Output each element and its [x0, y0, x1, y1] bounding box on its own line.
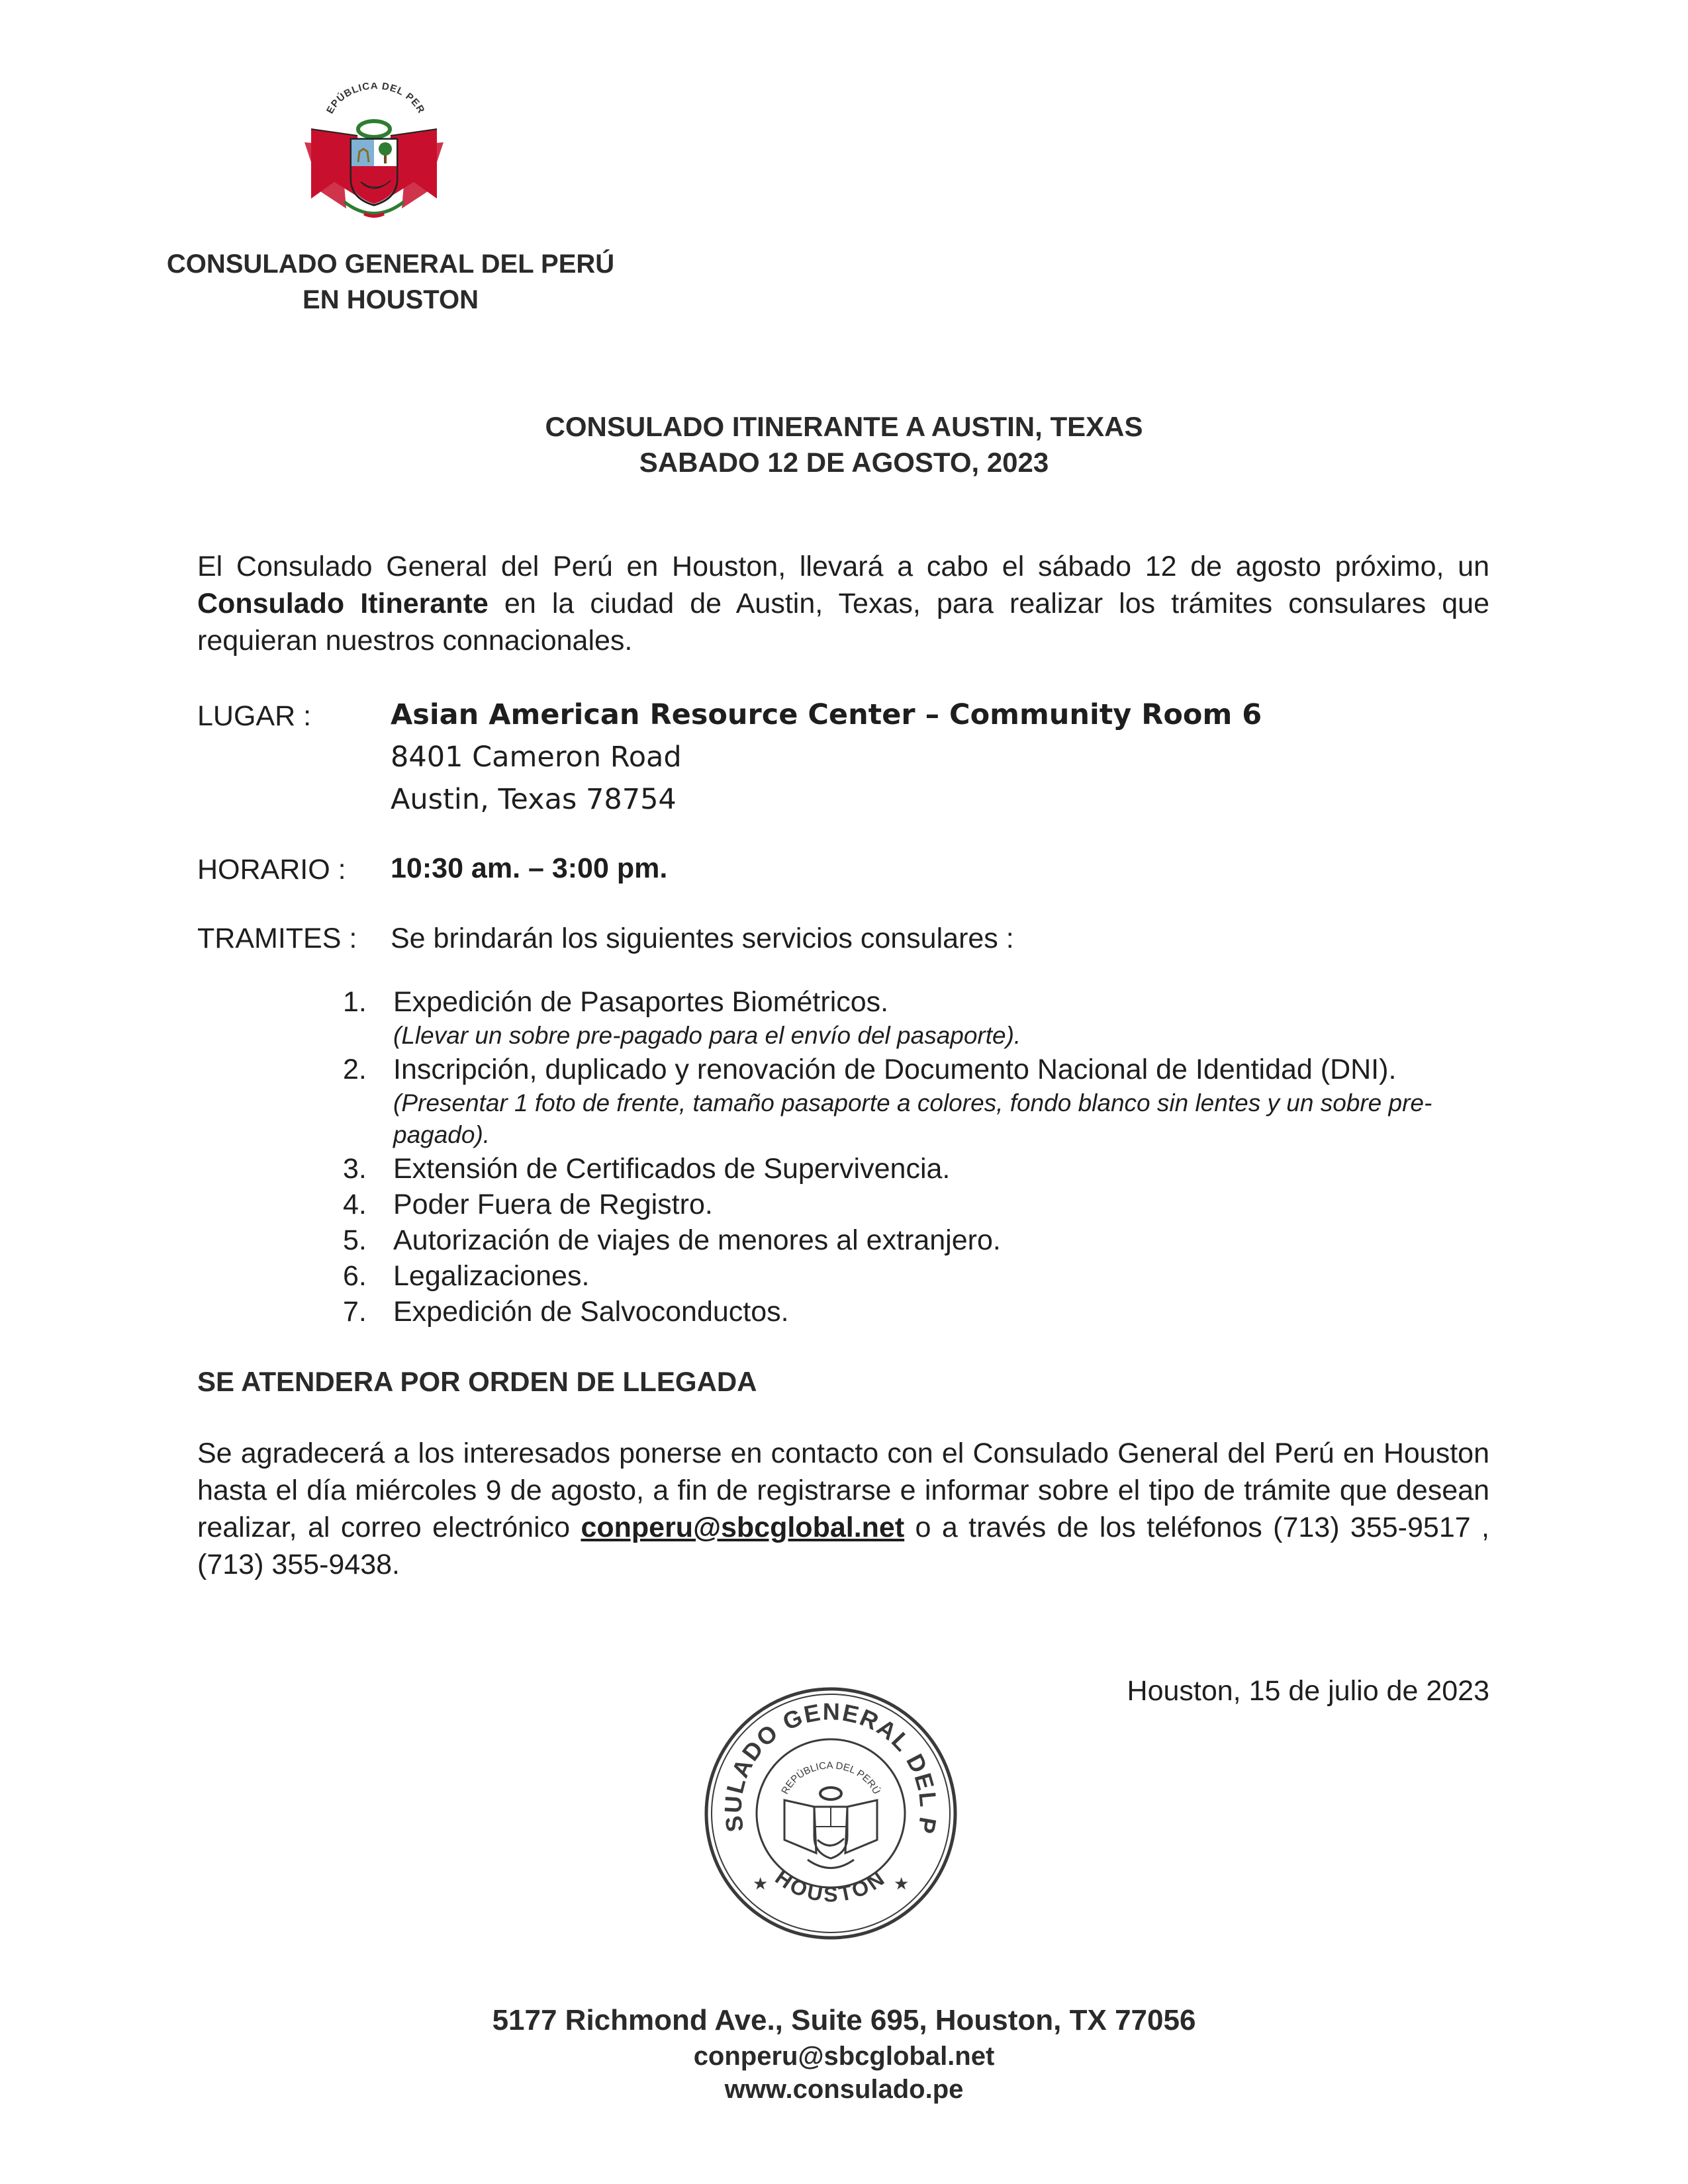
item-text: Expedición de Pasaportes Biométricos. — [393, 986, 889, 1018]
horario-value: 10:30 am. – 3:00 pm. — [391, 852, 668, 884]
item-text: Autorización de viajes de menores al extranjero. — [393, 1224, 1001, 1256]
list-item — [331, 984, 1509, 1052]
item-text: Extensión de Certificados de Supervivencia. — [393, 1153, 951, 1185]
item-number: 6. — [343, 1260, 367, 1292]
svg-text:REPÚBLICA DEL PERÚ — [295, 83, 427, 116]
svg-text:★: ★ — [753, 1874, 769, 1894]
item-number: 3. — [343, 1153, 367, 1185]
title-line-1: CONSULADO ITINERANTE A AUSTIN, TEXAS — [545, 411, 1143, 442]
coat-arc-text: EPÚBLICA DEL PER — [324, 83, 428, 116]
footer-email: conperu@sbcglobal.net — [693, 2042, 995, 2071]
item-number: 4. — [343, 1189, 367, 1220]
consulate-seal — [698, 1681, 963, 1946]
coat-of-arms-icon — [295, 83, 453, 232]
item-text: Inscripción, duplicado y renovación de Documento Nacional de Identidad (DNI). — [393, 1054, 1397, 1085]
title-line-2: SABADO 12 DE AGOSTO, 2023 — [639, 447, 1049, 478]
organization-city: EN HOUSTON — [303, 285, 479, 314]
lugar-block — [391, 694, 1262, 821]
venue-city: Austin, Texas 78754 — [391, 783, 677, 816]
item-note: (Llevar un sobre pre-pagado para el envío del pasaporte). — [393, 1022, 1021, 1049]
seal-inner-text: REPÚBLICA DEL PERÚ — [779, 1760, 882, 1796]
contact-text-2: o a través de los teléfonos (713) 355-9517 , (713) 355-9438. — [197, 1512, 1489, 1580]
contact-paragraph — [197, 1435, 1489, 1583]
document-title — [0, 409, 1688, 480]
intro-paragraph — [197, 548, 1489, 659]
coat-of-arms-logo — [295, 83, 453, 232]
page-footer — [0, 2001, 1688, 2106]
footer-address: 5177 Richmond Ave., Suite 695, Houston, TX 77056 — [492, 2004, 1196, 2036]
lugar-label: LUGAR : — [197, 700, 312, 732]
item-number: 5. — [343, 1224, 367, 1256]
item-number: 1. — [343, 986, 367, 1018]
arrival-order-notice: SE ATENDERA POR ORDEN DE LLEGADA — [197, 1366, 757, 1397]
item-number: 2. — [343, 1054, 367, 1085]
signature-date: Houston, 15 de julio de 2023 — [1127, 1675, 1489, 1707]
organization-header — [132, 246, 649, 318]
item-number: 7. — [343, 1296, 367, 1328]
contact-text-1: Se agradecerá a los interesados ponerse en contacto con el Consulado General del Perú en Houston hasta el día miércoles 9 de agosto, a fin de registrarse e informar sobre el tipo de trámite que desean realizar, al correo electrónico — [197, 1437, 1489, 1543]
svg-text:REPÚBLICA DEL PERÚ — [779, 1760, 882, 1796]
list-item — [331, 1258, 1509, 1294]
item-text: Poder Fuera de Registro. — [393, 1189, 713, 1220]
list-item — [331, 1052, 1509, 1151]
item-note: (Presentar 1 foto de frente, tamaño pasaporte a colores, fondo blanco sin lentes y un sobre pre-pagado). — [393, 1089, 1432, 1148]
seal-outer-text: SULADO GENERAL DEL P — [719, 1698, 943, 1837]
svg-text:HOUSTON — [771, 1865, 891, 1907]
horario-label: HORARIO : — [197, 854, 346, 886]
organization-name: CONSULADO GENERAL DEL PERÚ — [166, 250, 615, 279]
footer-website: www.consulado.pe — [724, 2075, 964, 2104]
list-item — [331, 1151, 1509, 1187]
item-text: Expedición de Salvoconductos. — [393, 1296, 789, 1328]
item-text: Legalizaciones. — [393, 1260, 590, 1292]
contact-email-link[interactable]: conperu@sbcglobal.net — [581, 1512, 905, 1543]
seal-stamp-icon — [698, 1681, 963, 1946]
intro-bold-text: Consulado Itinerante — [197, 588, 489, 619]
seal-bottom-text: HOUSTON — [771, 1864, 891, 1907]
tramites-label: TRAMITES : — [197, 923, 357, 954]
list-item — [331, 1187, 1509, 1222]
services-list — [331, 984, 1509, 1330]
svg-text:★: ★ — [894, 1874, 910, 1894]
venue-name: Asian American Resource Center – Community Room 6 — [391, 698, 1262, 731]
tramites-intro: Se brindarán los siguientes servicios consulares : — [391, 923, 1014, 954]
list-item — [331, 1294, 1509, 1330]
venue-street: 8401 Cameron Road — [391, 741, 682, 774]
intro-text-1: El Consulado General del Perú en Houston, llevará a cabo el sábado 12 de agosto próximo, un — [197, 551, 1489, 582]
list-item — [331, 1222, 1509, 1258]
intro-text-2: en la ciudad de Austin, Texas, para realizar los trámites consulares que requieran nuestros connacionales. — [197, 588, 1490, 657]
